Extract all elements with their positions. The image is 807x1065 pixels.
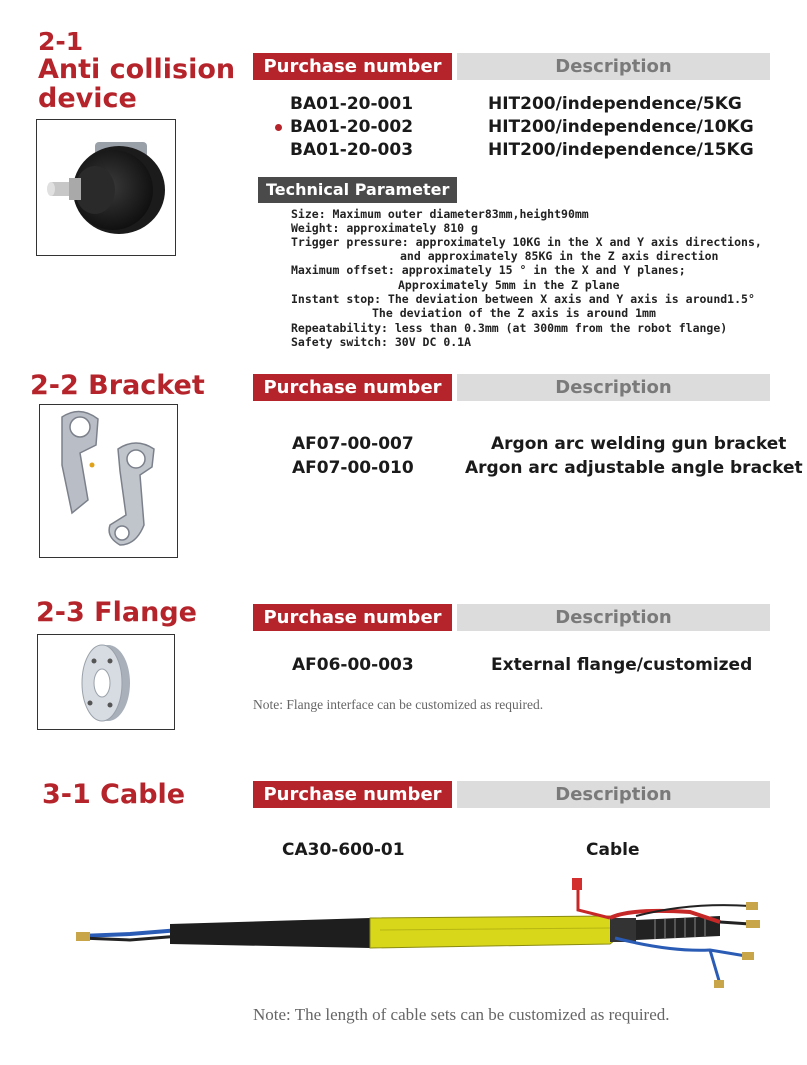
section-2-1-title-line1: Anti collision — [38, 54, 236, 85]
tech-line-trigger: Trigger pressure: approximately 10KG in the X and Y axis directions, — [291, 235, 762, 249]
s22-header-purchase: Purchase number — [253, 374, 452, 401]
s21-row1-pn: BA01-20-001 — [290, 94, 414, 114]
s21-row3-desc: HIT200/independence/15KG — [488, 140, 754, 160]
s31-header-description: Description — [457, 781, 770, 808]
s23-row1-pn: AF06-00-003 — [292, 655, 414, 675]
section-2-1-number: 2-1 — [38, 27, 84, 56]
tech-line-size: Size: Maximum outer diameter83mm,height90mm — [291, 207, 589, 221]
section-2-3-title: 2-3 Flange — [36, 597, 197, 628]
flange-image — [37, 634, 175, 730]
section-2-1-title-line2: device — [38, 83, 137, 114]
s21-row2-pn: BA01-20-002 — [290, 117, 414, 137]
section-3-1-title: 3-1 Cable — [42, 779, 186, 810]
s31-row1-pn: CA30-600-01 — [282, 840, 405, 860]
s23-header-description: Description — [457, 604, 770, 631]
tech-line-offset-cont: Approximately 5mm in the Z plane — [398, 278, 620, 292]
tech-line-trigger-cont: and approximately 85KG in the Z axis direction — [400, 249, 719, 263]
s21-row1-desc: HIT200/independence/5KG — [488, 94, 742, 114]
bracket-image — [39, 404, 178, 558]
s22-row1-desc: Argon arc welding gun bracket — [491, 434, 787, 454]
cable-image — [70, 872, 770, 997]
s22-row1-pn: AF07-00-007 — [292, 434, 414, 454]
s31-row1-desc: Cable — [586, 840, 640, 860]
tech-line-stop: Instant stop: The deviation between X axis and Y axis is around1.5° — [291, 292, 755, 306]
selected-bullet-icon — [275, 124, 282, 131]
tech-line-safety: Safety switch: 30V DC 0.1A — [291, 335, 472, 349]
s21-row2-desc: HIT200/independence/10KG — [488, 117, 754, 137]
s23-row1-desc: External flange/customized — [491, 655, 753, 675]
s22-row2-desc: Argon arc adjustable angle bracket — [465, 458, 803, 478]
s22-row2-pn: AF07-00-010 — [292, 458, 414, 478]
tech-line-stop-cont: The deviation of the Z axis is around 1mm — [372, 306, 656, 320]
s23-header-purchase: Purchase number — [253, 604, 452, 631]
s21-header-description: Description — [457, 53, 770, 80]
anti-collision-image — [36, 119, 176, 256]
section-2-2-title: 2-2 Bracket — [30, 370, 205, 401]
s31-note: Note: The length of cable sets can be customized as required. — [253, 1005, 670, 1024]
tech-line-repeat: Repeatability: less than 0.3mm (at 300mm from the robot flange) — [291, 321, 728, 335]
s23-note: Note: Flange interface can be customized as required. — [253, 697, 544, 712]
s31-header-purchase: Purchase number — [253, 781, 452, 808]
tech-line-weight: Weight: approximately 810 g — [291, 221, 478, 235]
technical-parameter-heading: Technical Parameter — [258, 177, 457, 203]
s22-header-description: Description — [457, 374, 770, 401]
s21-header-purchase: Purchase number — [253, 53, 452, 80]
tech-line-offset: Maximum offset: approximately 15 ° in the X and Y planes; — [291, 263, 686, 277]
s21-row3-pn: BA01-20-003 — [290, 140, 414, 160]
